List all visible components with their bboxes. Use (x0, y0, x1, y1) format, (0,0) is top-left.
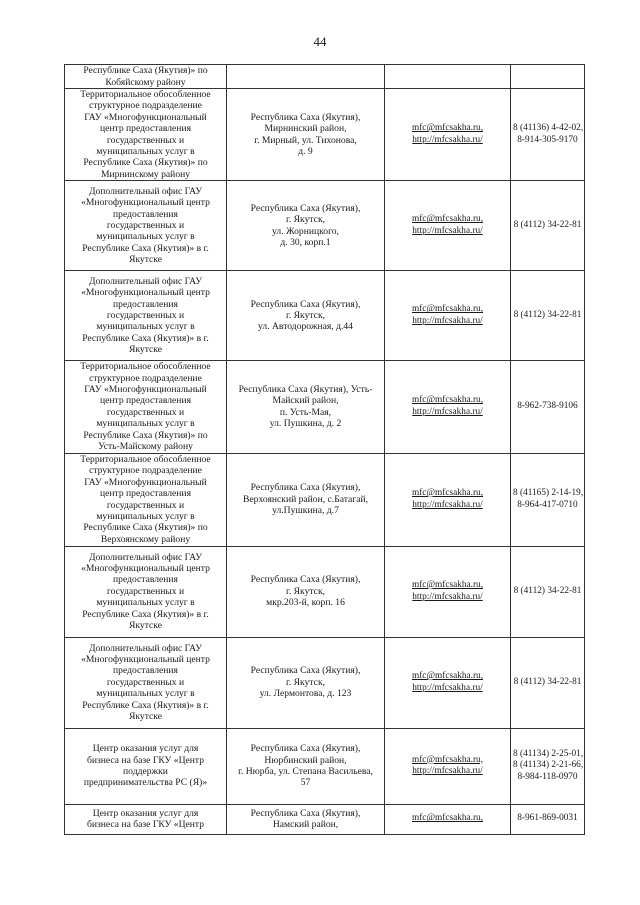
office-name-line: бизнеса на базе ГКУ «Центр (86, 754, 204, 766)
office-phone-cell (511, 89, 585, 181)
office-contact-cell (385, 361, 511, 453)
office-address-cell (227, 546, 385, 637)
office-address-cell (227, 361, 385, 453)
office-name-line: Республике Саха (Якутия)» по (83, 429, 208, 441)
office-contact-link[interactable]: mfc@mfcsakha.ru, (411, 488, 484, 499)
office-name-line: Дополнительный офис ГАУ (88, 642, 203, 654)
office-address-line: Республика Саха (Якутия), (250, 574, 361, 586)
office-name-line: муниципальных услуг в (96, 146, 195, 158)
office-name-line: муниципальных услуг в (96, 231, 195, 243)
table-row (65, 546, 585, 637)
office-phone-cell (511, 65, 585, 89)
office-contact-link[interactable]: http://mfcsakha.ru/ (412, 591, 483, 602)
office-name-line: Республике Саха (Якутия)» по (83, 65, 208, 77)
office-name-line: бизнеса на базе ГКУ «Центр (86, 819, 204, 830)
office-address-cell (227, 89, 385, 181)
office-address-line: г. Якутск, (286, 310, 325, 322)
office-name-line: Усть-Майскому району (98, 441, 193, 453)
office-address-line: Мирнинский район, (264, 123, 347, 135)
office-name-line: «Многофункциональный центр (81, 653, 210, 665)
office-address-line: Республика Саха (Якутия), (250, 743, 361, 755)
office-name-line: «Многофункциональный центр (81, 287, 210, 299)
office-address-line: мкр.203-й, корп. 16 (266, 597, 345, 609)
page-number: 44 (313, 34, 327, 49)
office-phone-line: 8 (41134) 2-25-01, (513, 748, 584, 759)
office-name-line: государственных и (106, 406, 185, 418)
office-name-line: структурное подразделение (89, 100, 202, 112)
office-address-cell (227, 728, 385, 804)
office-address-line: Республика Саха (Якутия), (250, 298, 361, 310)
office-contact-cell (385, 271, 511, 361)
office-contact-cell (385, 65, 511, 89)
office-name-line: муниципальных услуг в (96, 321, 195, 333)
office-phone-cell (511, 546, 585, 637)
office-name-line: «Многофункциональный центр (81, 197, 210, 209)
office-phone-line: 8-914-305-9170 (517, 134, 578, 145)
office-address-line: г. Якутск, (286, 585, 325, 597)
office-name-line: государственных и (106, 134, 185, 146)
office-name-line: ГАУ «Многофункциональный (84, 384, 207, 396)
office-address-cell (227, 65, 385, 89)
office-address-line: г. Якутск, (286, 676, 325, 688)
office-phone-line: 8 (4112) 34-22-81 (513, 676, 582, 687)
office-name-line: центр предоставления (100, 123, 191, 135)
office-address-line: п. Усть-Мая, (279, 406, 332, 418)
office-name-line: предоставления (113, 208, 178, 220)
office-address-line: Майский район, (272, 395, 339, 407)
office-name-line: Кобяйскому району (105, 76, 186, 88)
office-name-line: Дополнительный офис ГАУ (88, 275, 203, 287)
office-contact-link[interactable]: http://mfcsakha.ru/ (412, 134, 483, 145)
office-name-cell (65, 804, 227, 834)
office-address-line: Намский район, (272, 819, 339, 830)
office-contact-cell (385, 89, 511, 181)
office-contact-link[interactable]: http://mfcsakha.ru/ (412, 682, 483, 693)
office-phone-cell (511, 453, 585, 546)
office-name-line: предоставления (113, 574, 178, 586)
office-name-line: Верхоянскому району (100, 533, 191, 545)
office-name-cell (65, 546, 227, 637)
office-address-cell (227, 453, 385, 546)
office-name-line: Республике Саха (Якутия)» в г. (82, 242, 209, 254)
office-name-line: ГАУ «Многофункциональный (84, 111, 207, 123)
office-contact-cell (385, 181, 511, 271)
office-address-line: д. 9 (298, 146, 313, 158)
office-name-line: муниципальных услуг в (96, 688, 195, 700)
office-name-line: Мирнинскому району (100, 168, 191, 180)
office-phone-line: 8-961-869-0031 (517, 813, 578, 824)
office-address-line: ул.Пушкина, д.7 (272, 505, 339, 517)
office-contact-cell (385, 546, 511, 637)
office-name-line: центр предоставления (100, 395, 191, 407)
office-address-line: Республика Саха (Якутия), (250, 111, 361, 123)
office-phone-cell (511, 271, 585, 361)
office-contact-link[interactable]: mfc@mfcsakha.ru, (411, 123, 484, 134)
office-contact-cell (385, 804, 511, 834)
office-name-line: Центр оказания услуг для (92, 807, 199, 819)
office-name-line: государственных и (106, 310, 185, 322)
office-name-line: предоставления (113, 298, 178, 310)
office-phone-line: 8 (4112) 34-22-81 (513, 220, 582, 231)
office-contact-link[interactable]: mfc@mfcsakha.ru, (411, 214, 484, 225)
office-name-cell (65, 728, 227, 804)
office-address-line: г. Якутск, (286, 214, 325, 226)
office-name-line: Территориальное обособленное (80, 89, 211, 100)
office-address-line: 57 (300, 777, 311, 789)
office-contact-link[interactable]: http://mfcsakha.ru/ (412, 315, 483, 326)
office-phone-line: 8 (41136) 4-42-02, (513, 123, 584, 134)
office-address-line: г. Мирный, ул. Тихонова, (254, 134, 357, 146)
office-contact-cell (385, 637, 511, 728)
office-contact-link[interactable]: mfc@mfcsakha.ru, (411, 813, 484, 824)
office-name-line: государственных и (106, 676, 185, 688)
office-name-line: поддержки (123, 766, 168, 777)
office-phone-cell (511, 804, 585, 834)
office-name-line: предпринимательства РС (Я)» (83, 777, 208, 789)
office-name-line: ГАУ «Многофункциональный (84, 476, 207, 488)
office-contact-link[interactable]: http://mfcsakha.ru/ (412, 766, 483, 776)
office-name-line: центр предоставления (100, 488, 191, 500)
office-address-cell (227, 804, 385, 834)
office-address-line: д. 30, корп.1 (280, 237, 331, 249)
office-contact-link[interactable]: mfc@mfcsakha.ru, (411, 754, 484, 765)
office-name-cell (65, 271, 227, 361)
office-name-line: государственных и (106, 585, 185, 597)
office-phone-line: 8-962-738-9106 (517, 401, 578, 412)
table-row (65, 89, 585, 181)
office-name-cell (65, 453, 227, 546)
office-phone-cell (511, 361, 585, 453)
office-contact-link[interactable]: http://mfcsakha.ru/ (412, 225, 483, 236)
office-name-line: Республике Саха (Якутия)» по (83, 157, 208, 169)
office-name-line: Республике Саха (Якутия)» в г. (82, 608, 209, 620)
office-name-cell (65, 65, 227, 89)
office-address-line: ул. Лермонтова, д. 123 (259, 688, 352, 700)
office-name-line: муниципальных услуг в (96, 418, 195, 430)
office-contact-link[interactable]: mfc@mfcsakha.ru, (411, 671, 484, 682)
office-phone-line: 8 (4112) 34-22-81 (513, 585, 582, 596)
office-phone-cell (511, 728, 585, 804)
offices-table (64, 64, 585, 835)
table-row (65, 804, 585, 834)
table-row (65, 637, 585, 728)
table-row (65, 181, 585, 271)
office-name-cell (65, 181, 227, 271)
office-phone-line: 8-964-417-0710 (517, 499, 578, 510)
office-address-line: Республика Саха (Якутия), (250, 482, 361, 494)
office-name-line: Дополнительный офис ГАУ (88, 185, 203, 197)
office-phone-cell (511, 181, 585, 271)
office-name-line: Якутске (129, 254, 162, 266)
office-name-line: структурное подразделение (89, 465, 202, 477)
office-phone-line: 8 (41165) 2-14-19, (513, 488, 584, 499)
office-address-line: Республика Саха (Якутия), Усть- (238, 384, 373, 396)
office-name-line: государственных и (106, 499, 185, 511)
office-address-line: ул. Автодорожная, д.44 (258, 321, 353, 333)
office-name-line: Центр оказания услуг для (92, 743, 199, 755)
table-row (65, 65, 585, 89)
office-contact-cell (385, 728, 511, 804)
table-row (65, 728, 585, 804)
office-address-cell (227, 637, 385, 728)
office-name-line: муниципальных услуг в (96, 510, 195, 522)
office-address-line: ул. Жорницкого, (272, 225, 339, 237)
office-phone-line: 8 (4112) 34-22-81 (513, 310, 582, 321)
office-name-cell (65, 89, 227, 181)
office-name-line: Территориальное обособленное (80, 453, 211, 465)
office-name-line: Якутске (129, 620, 162, 632)
office-name-line: структурное подразделение (89, 372, 202, 384)
office-name-line: предоставления (113, 665, 178, 677)
office-address-line: Нюрбинский район, (264, 754, 347, 766)
office-phone-line: 8-984-118-0970 (517, 771, 578, 782)
office-address-line: Республика Саха (Якутия), (250, 202, 361, 214)
office-contact-link[interactable]: http://mfcsakha.ru/ (412, 406, 483, 417)
office-contact-link[interactable]: mfc@mfcsakha.ru, (411, 395, 484, 406)
office-address-cell (227, 181, 385, 271)
office-name-line: Дополнительный офис ГАУ (88, 551, 203, 563)
office-address-line: Верхоянский район, с.Батагай, (242, 493, 369, 505)
table-row (65, 271, 585, 361)
office-contact-link[interactable]: mfc@mfcsakha.ru, (411, 304, 484, 315)
office-name-line: Республике Саха (Якутия)» по (83, 522, 208, 534)
office-phone-cell (511, 637, 585, 728)
office-address-line: Республика Саха (Якутия), (250, 807, 361, 819)
office-name-cell (65, 361, 227, 453)
office-name-line: муниципальных услуг в (96, 597, 195, 609)
office-address-cell (227, 271, 385, 361)
office-name-line: Якутске (129, 344, 162, 356)
office-address-line: г. Нюрба, ул. Степана Васильева, (238, 766, 373, 777)
office-name-line: Территориальное обособленное (80, 361, 211, 373)
office-name-line: государственных и (106, 220, 185, 232)
office-name-line: Республике Саха (Якутия)» в г. (82, 699, 209, 711)
office-name-line: «Многофункциональный центр (81, 562, 210, 574)
office-name-line: Республике Саха (Якутия)» в г. (82, 332, 209, 344)
office-address-line: Республика Саха (Якутия), (250, 665, 361, 677)
office-address-line: ул. Пушкина, д. 2 (269, 418, 342, 430)
table-row (65, 453, 585, 546)
office-contact-link[interactable]: mfc@mfcsakha.ru, (411, 580, 484, 591)
office-contact-cell (385, 453, 511, 546)
offices-table-body (65, 65, 585, 835)
office-contact-link[interactable]: http://mfcsakha.ru/ (412, 499, 483, 510)
table-row (65, 361, 585, 453)
office-name-cell (65, 637, 227, 728)
office-name-line: Якутске (129, 711, 162, 723)
office-phone-line: 8 (41134) 2-21-66, (513, 760, 584, 771)
